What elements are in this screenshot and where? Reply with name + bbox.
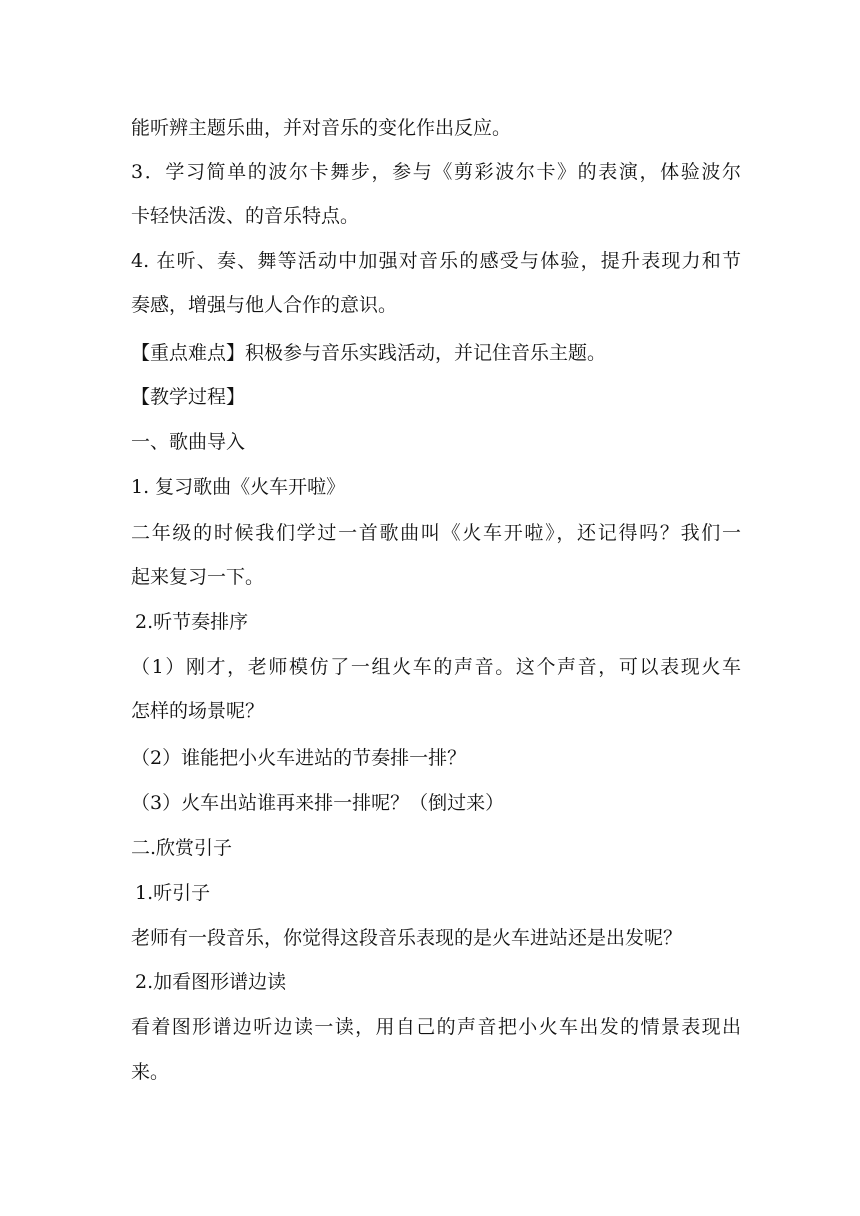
text-line: 奏感，增强与他人合作的意识。 <box>131 294 398 316</box>
text-line: 看着图形谱边听边读一读，用自己的声音把小火车出发的情景表现出 <box>131 1016 741 1038</box>
text-line: （3）火车出站谁再来排一排呢？（倒过来） <box>131 792 505 814</box>
subsection-heading: 1.听引子 <box>135 882 211 904</box>
text-line: 起来复习一下。 <box>131 566 265 588</box>
text-line: 4. 在听、奏、舞等活动中加强对音乐的感受与体验，提升表现力和节 <box>131 250 741 272</box>
text-line: 老师有一段音乐，你觉得这段音乐表现的是火车进站还是出发呢？ <box>131 927 683 949</box>
text-line: 卡轻快活泼、的音乐特点。 <box>131 205 360 227</box>
text-line: 二年级的时候我们学过一首歌曲叫《火车开啦》，还记得吗？我们一 <box>131 522 741 544</box>
subsection-heading: 2.听节奏排序 <box>135 611 249 633</box>
text-line: 3．学习简单的波尔卡舞步，参与《剪彩波尔卡》的表演，体验波尔 <box>131 161 741 183</box>
text-line: 来。 <box>131 1061 170 1083</box>
key-points-line: 【重点难点】积极参与音乐实践活动，并记住音乐主题。 <box>131 342 607 364</box>
subsection-heading: 2.加看图形谱边读 <box>135 971 287 993</box>
subsection-heading: 1. 复习歌曲《火车开啦》 <box>131 476 346 498</box>
section-heading: 二.欣赏引子 <box>131 837 233 859</box>
section-heading: 一、歌曲导入 <box>131 431 246 453</box>
text-line: 能听辨主题乐曲，并对音乐的变化作出反应。 <box>131 117 512 139</box>
text-line: （1）刚才，老师模仿了一组火车的声音。这个声音，可以表现火车 <box>131 656 741 678</box>
text-line: 怎样的场景呢？ <box>131 700 265 722</box>
text-line: （2）谁能把小火车进站的节奏排一排？ <box>131 747 467 769</box>
section-heading: 【教学过程】 <box>131 386 246 408</box>
